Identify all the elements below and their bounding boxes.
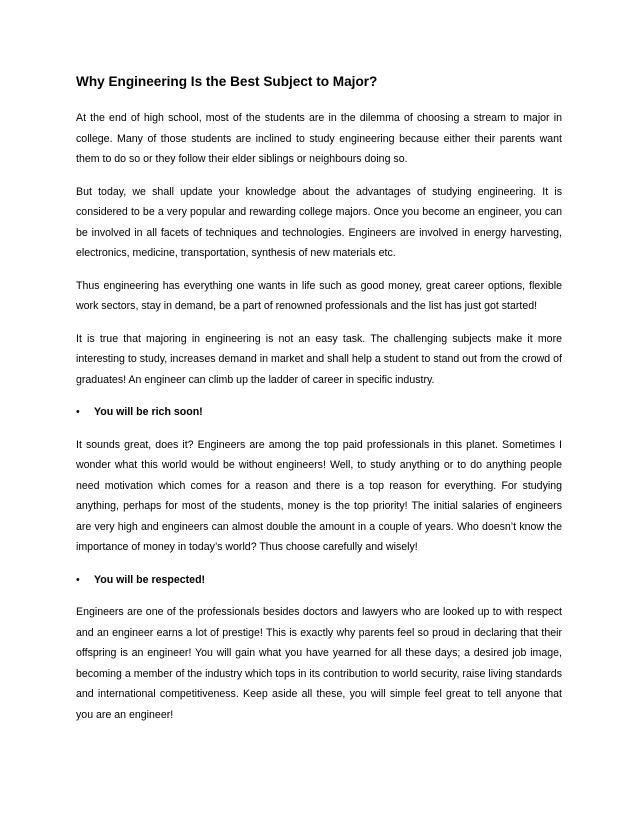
- bullet-heading-text: You will be rich soon!: [94, 406, 203, 418]
- bullet-point-icon: •: [76, 406, 80, 418]
- document-title: Why Engineering Is the Best Subject to Major?: [76, 74, 378, 89]
- document-page: [76, 72, 562, 737]
- bullet-heading-rich: [76, 402, 562, 423]
- bullet-point-icon: •: [76, 573, 80, 586]
- paragraph-intro-1: At the end of high school, most of the students are in the dilemma of choosing a stream to major in college. Many of those students are inclined to study engineering because either their parents want them to do so or they follow their elder siblings or neighbours doing so.: [76, 112, 562, 165]
- paragraph-intro-2: But today, we shall update your knowledge about the advantages of studying engineering. It is considered to be a very popular and rewarding college majors. Once you become an engineer, you can be involved in all facets of techniques and technologies. Engineers are involved in energy harvesting, electronics, medicine, transportation, synthesis of new materials etc.: [76, 185, 562, 259]
- bullet-heading-respected: [76, 570, 562, 591]
- bullet-heading-text: You will be respected!: [94, 573, 206, 586]
- paragraph-intro-4: It is true that majoring in engineering is not an easy task. The challenging subjects make it more interesting to study, increases demand in market and shall help a student to stand out from the crowd of graduates! An engineer can climb up the ladder of career in specific industry.: [76, 332, 562, 386]
- paragraph-intro-3: Thus engineering has everything one wants in life such as good money, great career options, flexible work sectors, stay in demand, be a part of renowned professionals and the list has just got started!: [76, 279, 562, 312]
- paragraph-respected: Engineers are one of the professionals besides doctors and lawyers who are looked up to with respect and an engineer earns a lot of prestige! This is exactly why parents feel so proud in declaring that their offspring is an engineer! You will gain what you have yearned for all these days; a desired job image, becoming a member of the industry which tops in its contribution to world security, raise living standards and international competitiveness. Keep aside all these, you will simple feel great to tell anyone that you are an engineer!: [76, 606, 562, 721]
- paragraph-rich: It sounds great, does it? Engineers are among the top paid professionals in this planet. Sometimes I wonder what this world would be without engineers! Well, to study anything or to do anything people need motivation which comes for a reason and there is a top reason for everything. For studying anything, perhaps for most of the students, money is the top priority! The initial salaries of engineers are very high and engineers can almost double the amount in a couple of years. Who doesn’t know the importance of money in today’s world? Thus choose carefully and wisely!: [76, 438, 562, 553]
